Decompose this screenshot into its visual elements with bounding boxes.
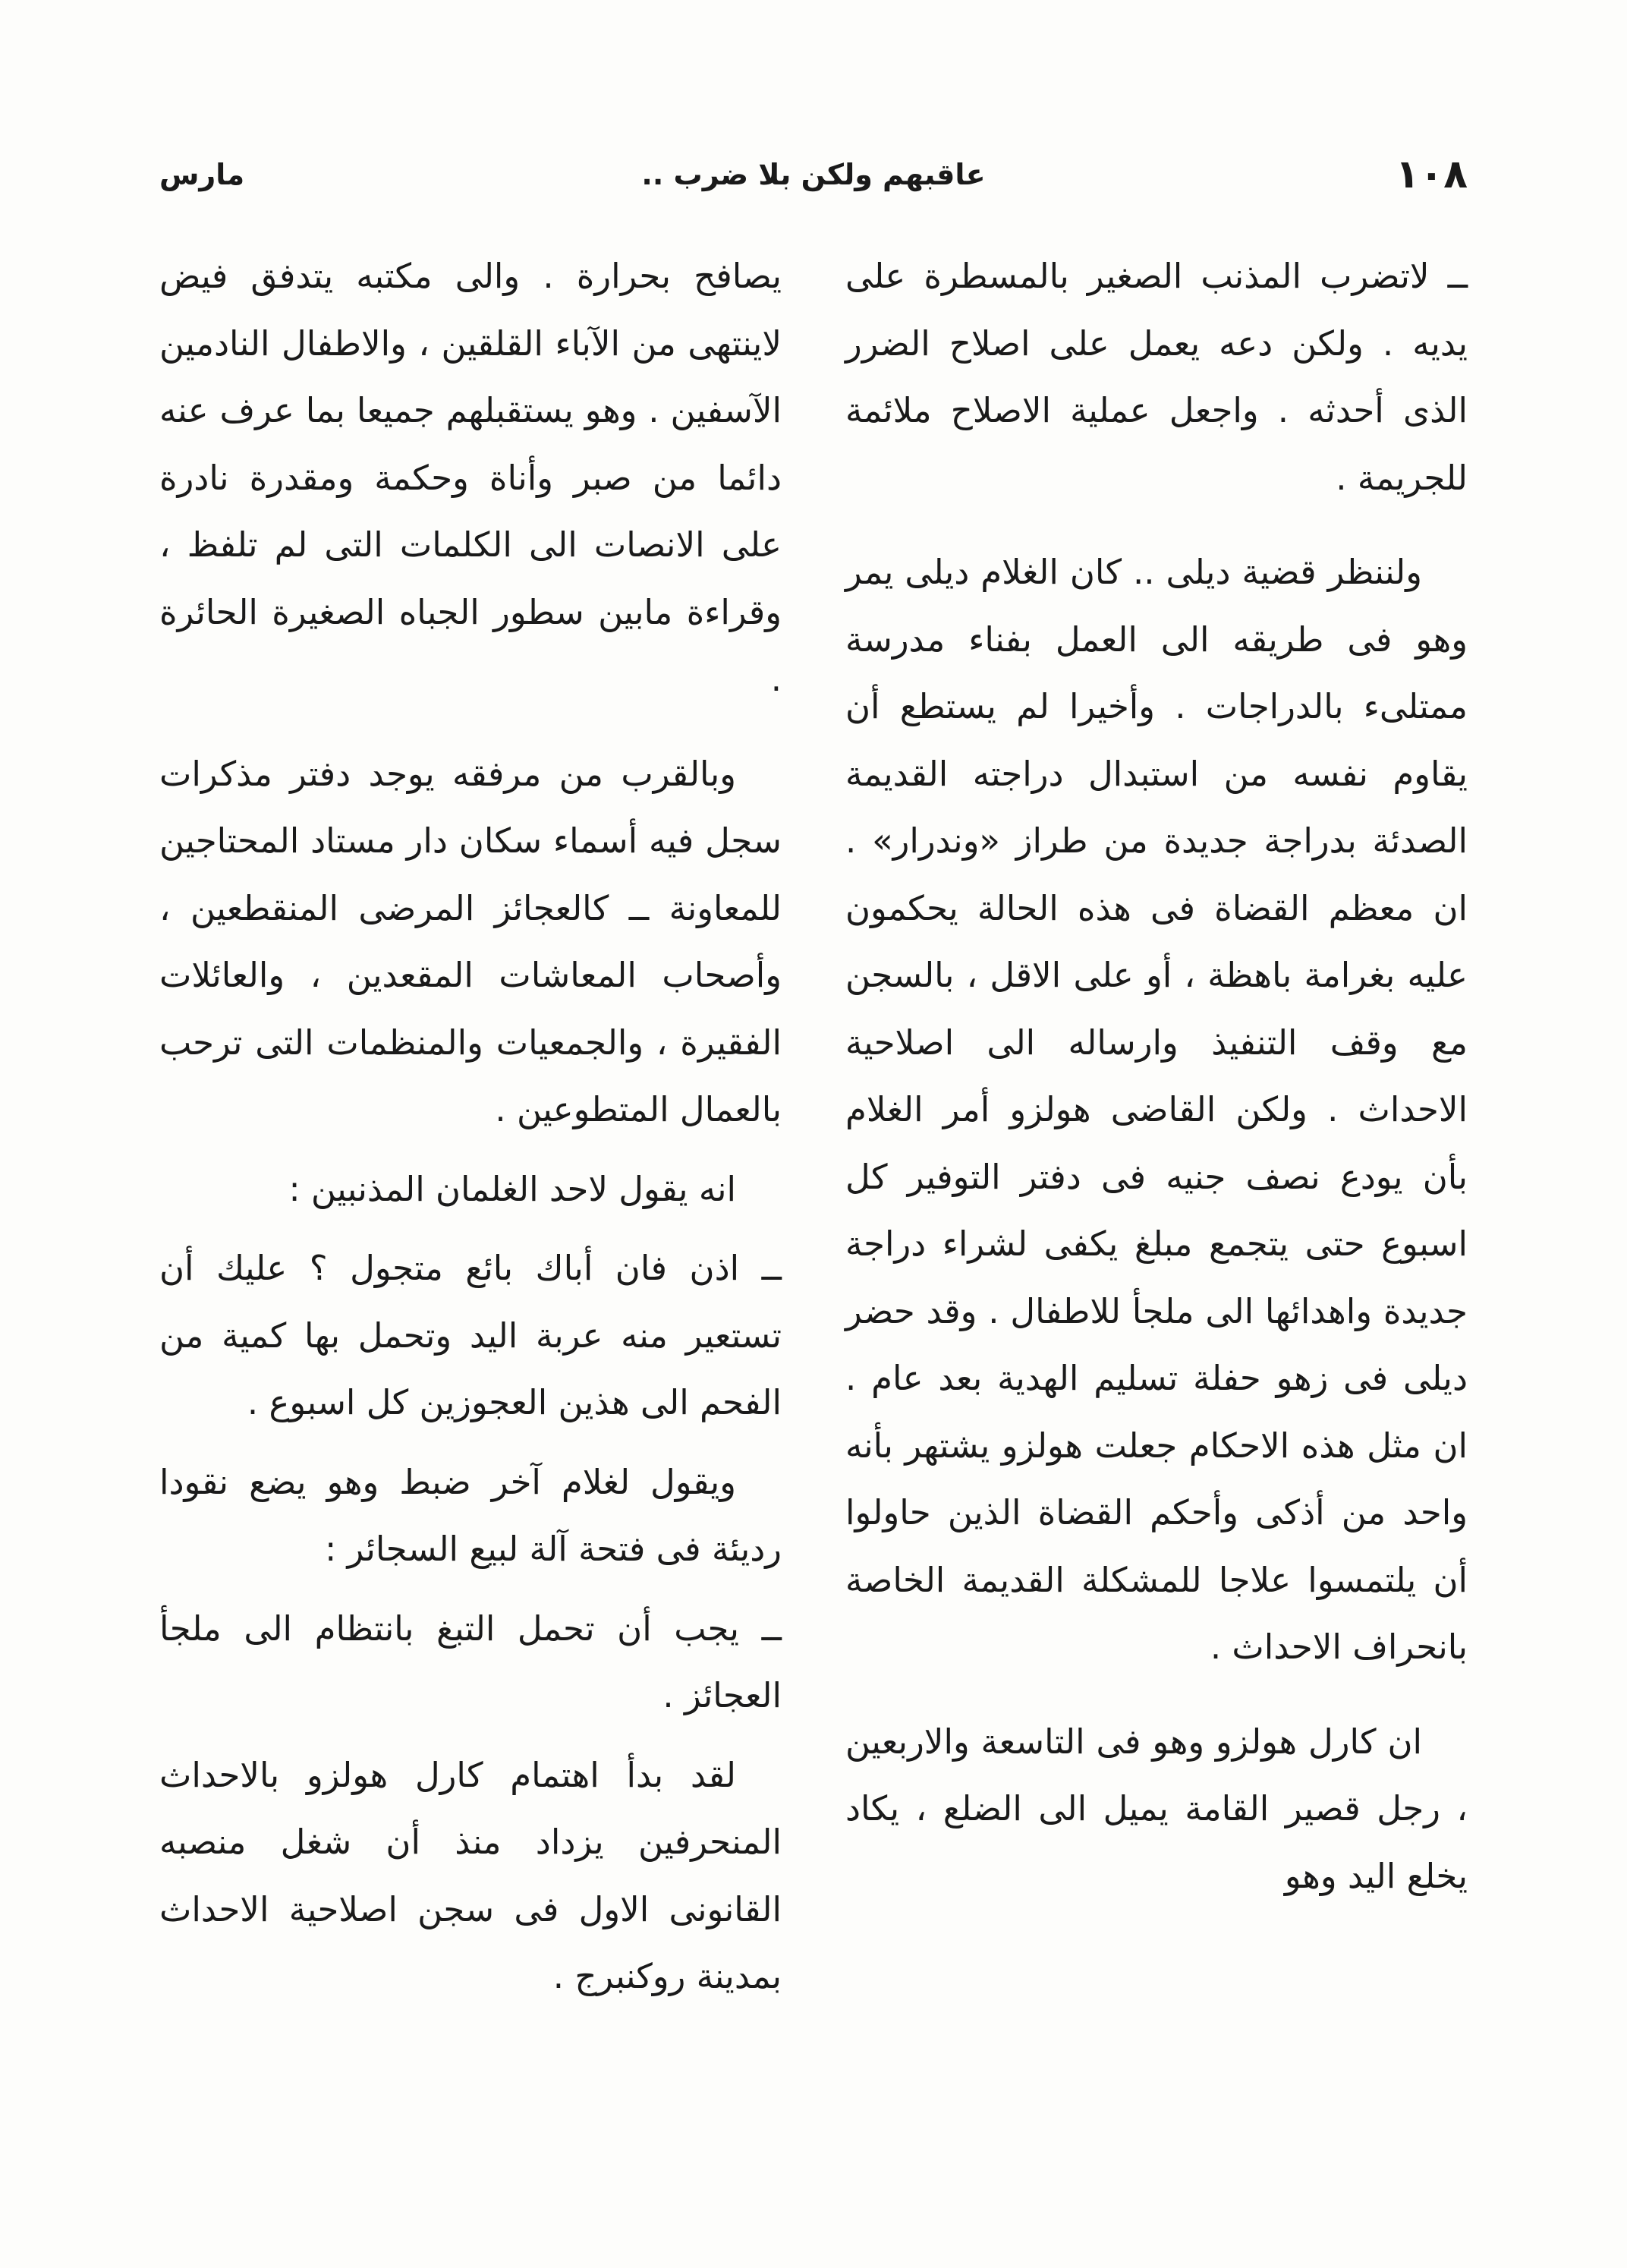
issue-month: مارس — [159, 158, 245, 191]
paragraph: ــ لاتضرب المذنب الصغير بالمسطرة على يديه . ولكن دعه يعمل على اصلاح الضرر الذى أحدثه . واجعل عملية الاصلاح ملائمة للجريمة . — [845, 256, 1468, 498]
text-column-right — [845, 243, 1468, 1910]
running-header — [159, 148, 1468, 201]
page-number: ١٠٨ — [1395, 152, 1468, 197]
text-column-left — [159, 243, 782, 2011]
paragraph: ان كارل هولزو وهو فى التاسعة والاربعين ، رجل قصير القامة يميل الى الضلع ، يكاد يخلع اليد وهو — [845, 1721, 1468, 1896]
paragraph: ولننظر قضية ديلى .. كان الغلام ديلى يمر وهو فى طريقه الى العمل بفناء مدرسة ممتلىء بالدراجات . وأخيرا لم يستطع أن يقاوم نفسه من استبدال دراجته القديمة الصدئة بدراجة جديدة من طراز «وندرار» . ان معظم القضاة فى هذه الحالة يحكمون عليه بغرامة باهظة ، أو على الاقل ، بالسجن مع وقف التنفيذ وارساله الى اصلاحية الاحداث . ولكن القاضى هولزو أمر الغلام بأن يودع نصف جنيه فى دفتر التوفير كل اسبوع حتى يتجمع مبلغ يكفى لشراء دراجة جديدة واهدائها الى ملجأ للاطفال . وقد حضر ديلى فى زهو حفلة تسليم الهدية بعد عام . ان مثل هذه الاحكام جعلت هولزو يشتهر بأنه واحد من أذكى وأحكم القضاة الذين حاولوا أن يلتمسوا علاجا للمشكلة القديمة الخاصة بانحراف الاحداث . — [845, 552, 1468, 1667]
paragraph: لقد بدأ اهتمام كارل هولزو بالاحداث المنحرفين يزداد منذ أن شغل منصبه القانونى الاول فى سجن اصلاحية الاحداث بمدينة روكنبرج . — [159, 1754, 782, 1996]
paragraph: ــ اذن فان أباك بائع متجول ؟ عليك أن تستعير منه عربة اليد وتحمل بها كمية من الفحم الى هذين العجوزين كل اسبوع . — [159, 1248, 782, 1422]
paragraph: ويقول لغلام آخر ضبط وهو يضع نقودا رديئة فى فتحة آلة لبيع السجائر : — [159, 1461, 782, 1569]
paragraph: انه يقول لاحد الغلمان المذنبين : — [288, 1168, 736, 1209]
paragraph: ــ يجب أن تحمل التبغ بانتظام الى ملجأ العجائز . — [159, 1608, 782, 1715]
running-title: عاقبهم ولكن بلا ضرب .. — [641, 158, 986, 191]
paragraph: يصافح بحرارة . والى مكتبه يتدفق فيض لاينتهى من الآباء القلقين ، والاطفال النادمين الآسفين . وهو يستقبلهم جميعا بما عرف عنه دائما من صبر وأناة وحكمة ومقدرة نادرة على الانصات الى الكلمات التى لم تلفظ ، وقراءة مابين سطور الجباه الصغيرة الحائرة . — [159, 256, 782, 699]
paragraph: وبالقرب من مرفقه يوجد دفتر مذكرات سجل فيه أسماء سكان دار مستاد المحتاجين للمعاونة ــ كالعجائز المرضى المنقطعين ، وأصحاب المعاشات المقعدين ، والعائلات الفقيرة ، والجمعيات والمنظمات التى ترحب بالعمال المتطوعين . — [159, 753, 782, 1129]
